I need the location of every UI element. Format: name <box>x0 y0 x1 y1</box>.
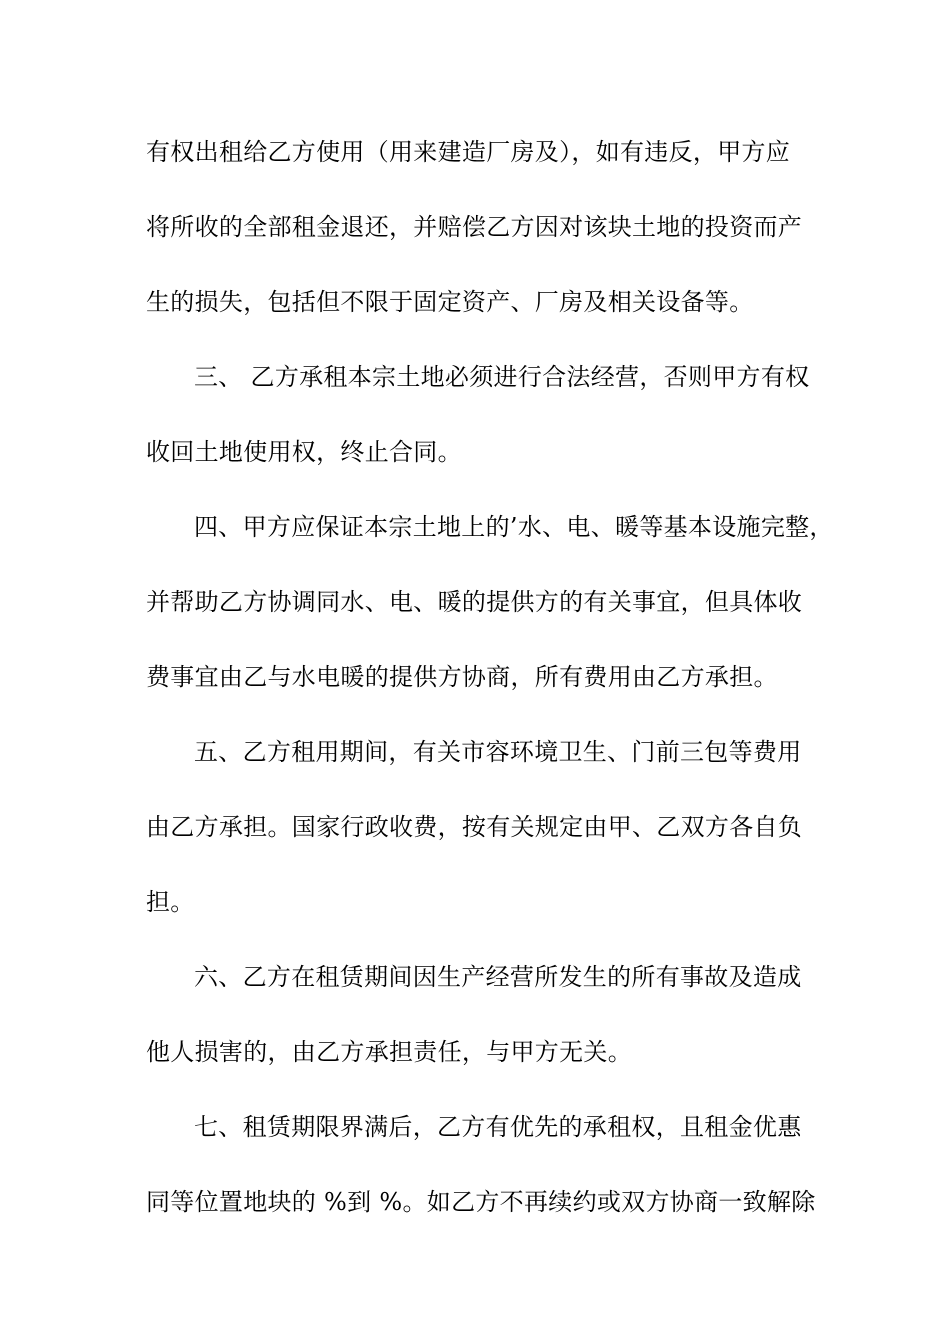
paragraph-line: 费事宜由乙与水电暖的提供方协商，所有费用由乙方承担。 <box>146 663 778 691</box>
clause-five-line: 五、乙方租用期间，有关市容环境卫生、门前三包等费用 <box>194 738 802 766</box>
paragraph-line: 由乙方承担。国家行政收费，按有关规定由甲、乙双方各自负 <box>146 813 803 841</box>
paragraph-line: 并帮助乙方协调同水、电、暖的提供方的有关事宜，但具体收 <box>146 588 803 616</box>
paragraph-line: 生的损失，包括但不限于固定资产、厂房及相关设备等。 <box>146 288 754 316</box>
paragraph-line: 收回土地使用权，终止合同。 <box>146 438 462 466</box>
clause-seven-line: 七、租赁期限界满后，乙方有优先的承租权，且租金优惠 <box>194 1113 802 1141</box>
paragraph-line: 将所收的全部租金退还，并赔偿乙方因对该块土地的投资而产 <box>146 213 803 241</box>
clause-four-line: 四、甲方应保证本宗土地上的’水、电、暖等基本设施完整， <box>194 513 834 541</box>
paragraph-line: 他人损害的，由乙方承担责任，与甲方无关。 <box>146 1038 632 1066</box>
clause-six-line: 六、乙方在租赁期间因生产经营所发生的所有事故及造成 <box>194 963 802 991</box>
paragraph-line: 担。 <box>146 888 195 916</box>
paragraph-line: 有权出租给乙方使用（用来建造厂房及），如有违反，甲方应 <box>146 138 791 166</box>
paragraph-line: 同等位置地块的 %到 %。如乙方不再续约或双方协商一致解除 <box>146 1188 816 1216</box>
clause-three-line: 三、 乙方承租本宗土地必须进行合法经营，否则甲方有权 <box>194 363 810 391</box>
